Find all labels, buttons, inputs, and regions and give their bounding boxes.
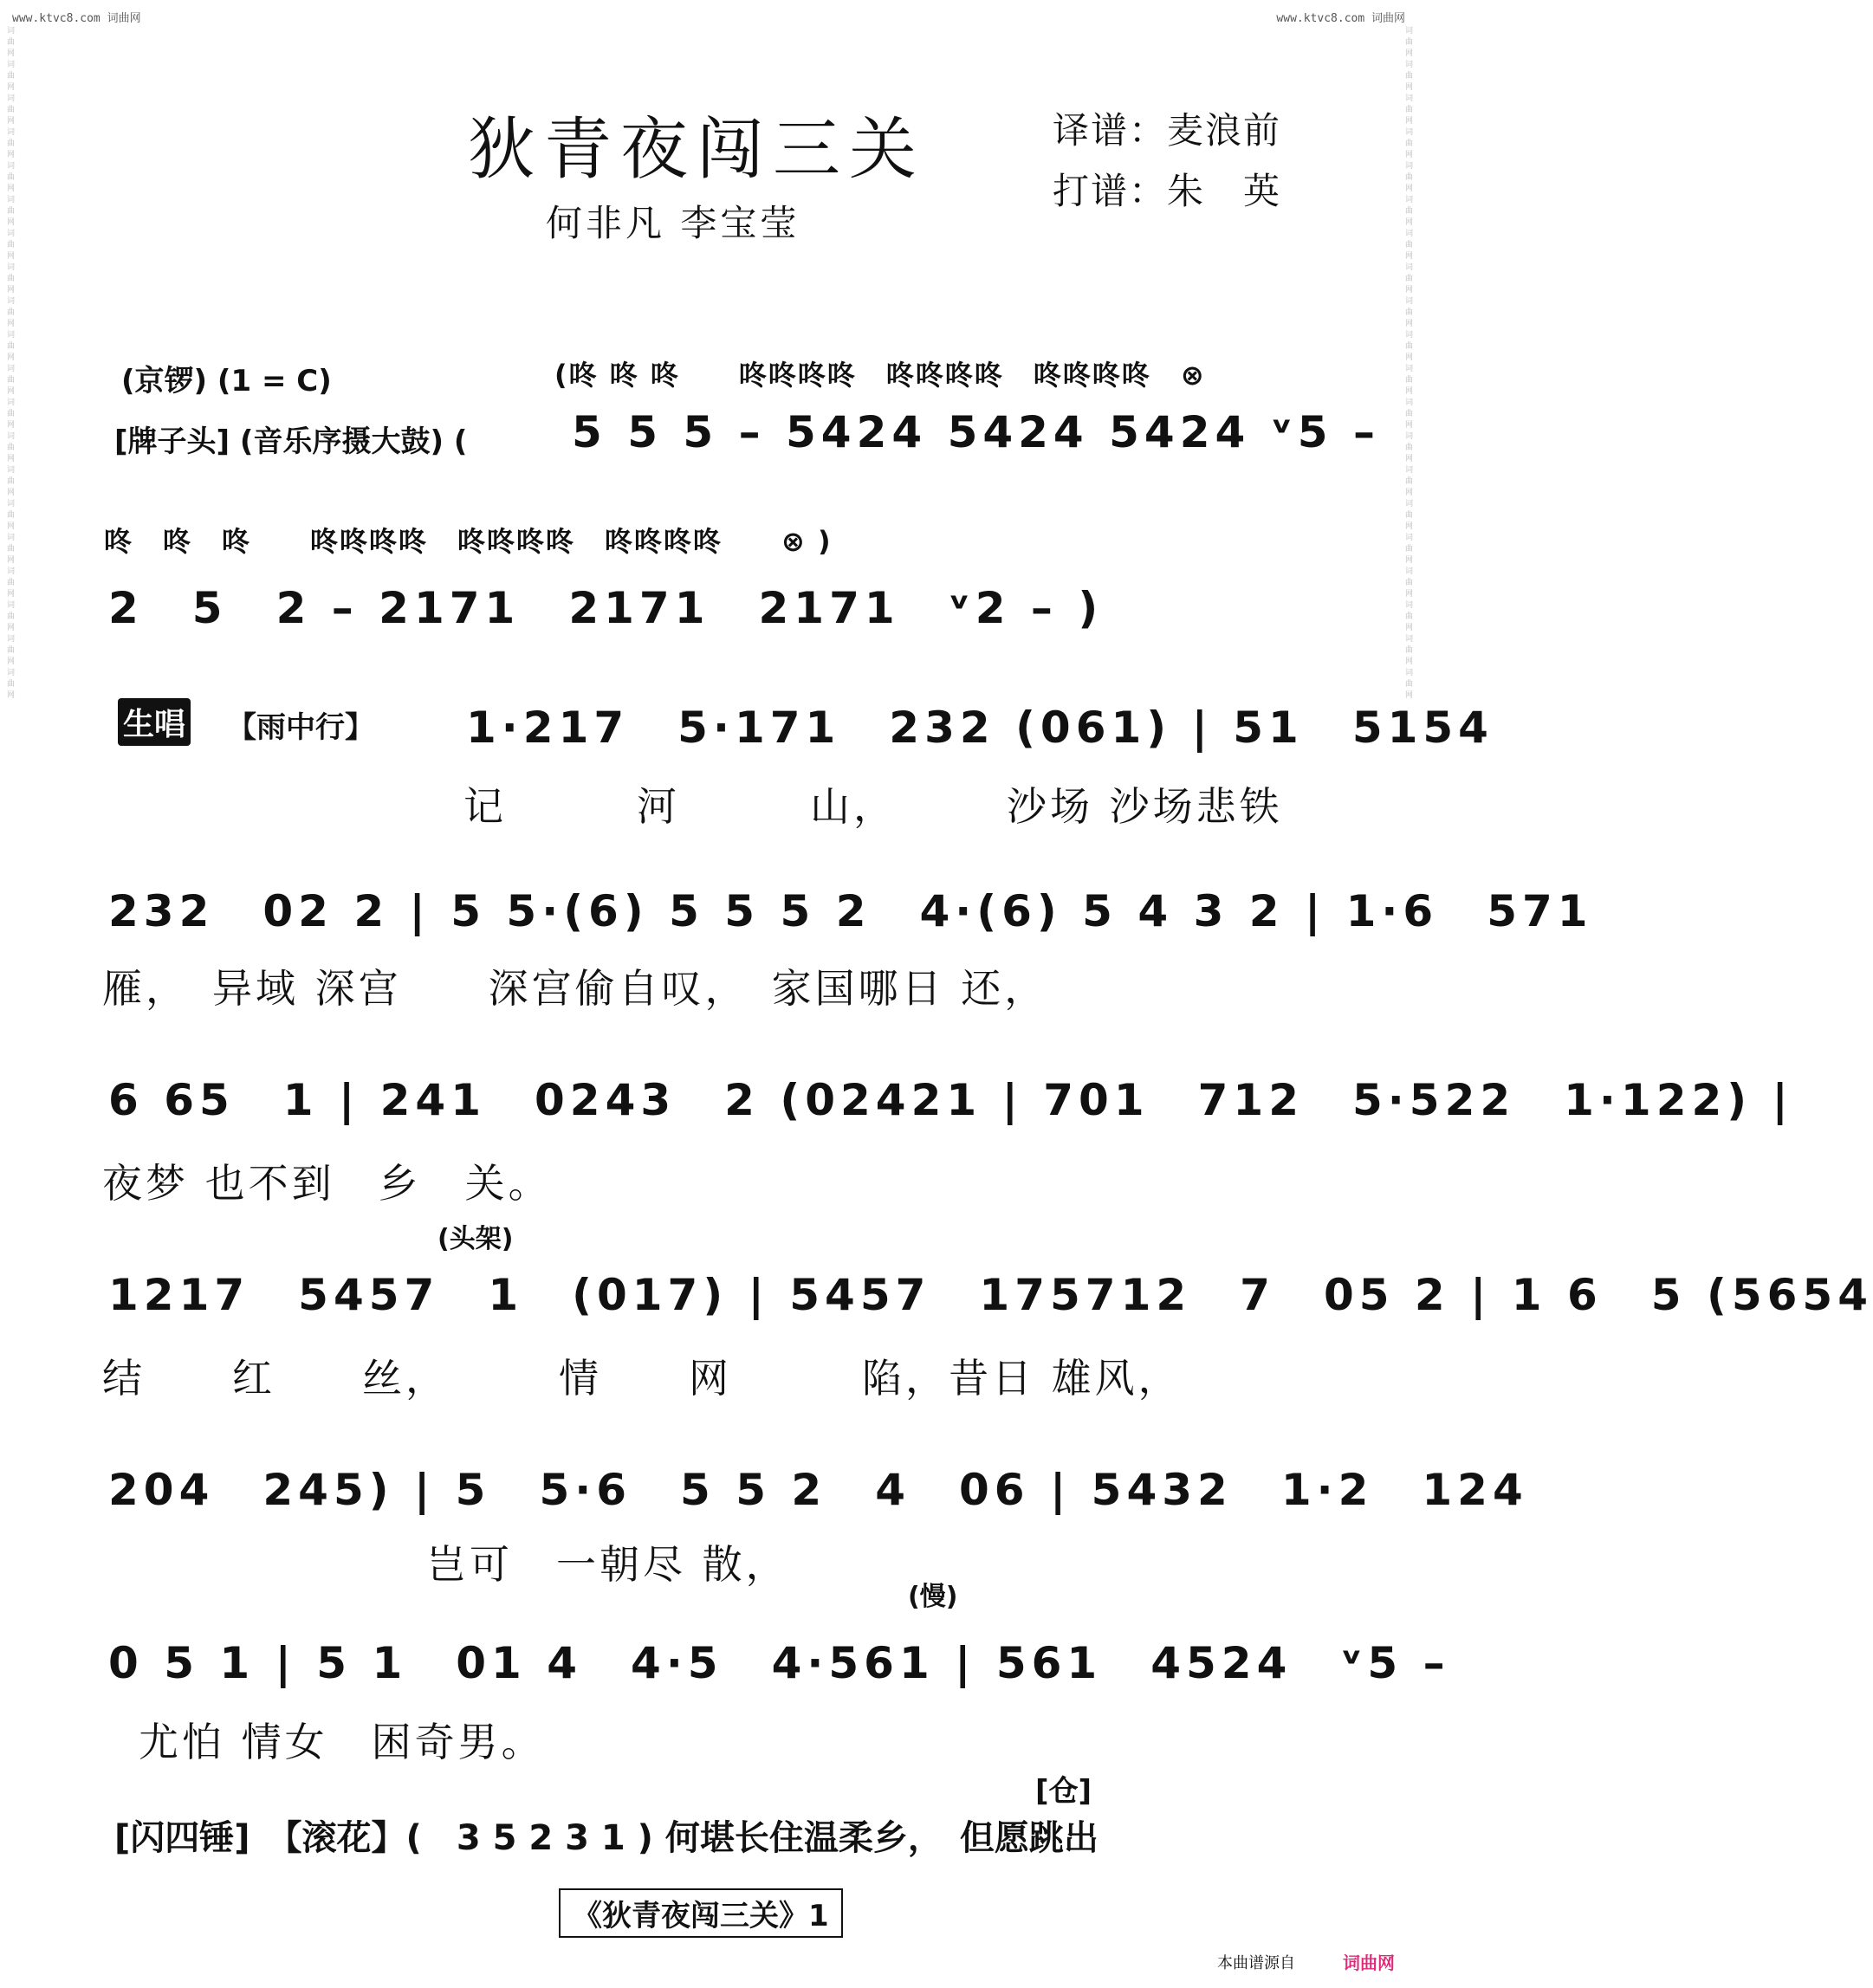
page-label: 《狄青夜闯三关》1 — [559, 1888, 843, 1938]
line3-notes: 1·217 5·171 232 (061) | 51 5154 — [466, 703, 1494, 753]
line4-notes: 232 02 2 | 5 5·(6) 5 5 5 2 4·(6) 5 4 3 2 | 1·6 571 — [108, 886, 1593, 936]
line1-notes: 5 5 5 – 5424 5424 5424 ᵛ5 – — [572, 407, 1380, 457]
line4-lyrics: 雁， 异域 深宫 深宫偷自叹， 家国哪日 还， — [102, 965, 1048, 1012]
credit-typeset: 打谱：朱 英 — [1053, 170, 1282, 212]
side-watermark-left: 词曲网词曲网词曲网词曲网词曲网词曲网词曲网词曲网词曲网词曲网词曲网词曲网词曲网词曲网词曲网词曲网词曲网词曲网词曲网词曲网 — [5, 26, 14, 702]
line8-notes: 0 5 1 | 5 1 01 4 4·5 4·561 | 561 4524 ᵛ5 – — [108, 1638, 1450, 1688]
footer-brand-link[interactable]: 词曲网 — [1343, 1952, 1395, 1973]
watermark-left: www.ktvc8.com 词曲网 — [12, 12, 141, 25]
line9-annotation: [仓] — [1035, 1774, 1092, 1809]
singers: 何非凡 李宝莹 — [546, 202, 800, 244]
tune-name: 【雨中行】 — [227, 710, 374, 745]
line8-lyrics: 尤怕 情女 困奇男。 — [139, 1719, 545, 1765]
footer-source-text: 本曲谱源自 — [1217, 1954, 1295, 1972]
line5-lyrics: 夜梦 也不到 乡 关。 — [102, 1160, 552, 1207]
line6-annotation: (头架) — [437, 1224, 514, 1254]
side-watermark-right: 词曲网词曲网词曲网词曲网词曲网词曲网词曲网词曲网词曲网词曲网词曲网词曲网词曲网词曲网词曲网词曲网词曲网词曲网词曲网词曲网 — [1403, 26, 1412, 702]
line5-notes: 6 65 1 | 241 0243 2 (02421 | 701 712 5·522 1·122) | — [108, 1075, 1793, 1125]
line3-lyrics: 记 河 山， 沙场 沙场悲铁 — [463, 783, 1283, 830]
line7-notes: 204 245) | 5 5·6 5 5 2 4 06 | 5432 1·2 124 — [108, 1465, 1528, 1515]
role-label-sheng: 生唱 — [118, 698, 191, 746]
line1-percussion: (咚 咚 咚 咚咚咚咚 咚咚咚咚 咚咚咚咚 ⊗ — [554, 359, 1206, 392]
line9-text: [闪四锤] 【滚花】( 3 5 2 3 1 ) 何堪长住温柔乡， 但愿跳出 — [114, 1818, 1099, 1858]
line2-notes: 2 5 2 – 2171 2171 2171 ᵛ2 – ) — [108, 583, 1104, 633]
line8-annotation: (慢) — [908, 1582, 958, 1612]
line6-lyrics: 结 红 丝， 情 网 陷，昔日 雄风， — [102, 1355, 1182, 1402]
line2-percussion: 咚 咚 咚 咚咚咚咚 咚咚咚咚 咚咚咚咚 ⊗ ) — [104, 525, 833, 558]
line1-label: [牌子头] (音乐序摄大鼓) ( — [114, 424, 468, 459]
credit-translate: 译谱：麦浪前 — [1053, 109, 1282, 152]
line7-lyrics: 岂可 一朝尽 散， — [426, 1541, 789, 1588]
watermark-right: www.ktvc8.com 词曲网 — [1276, 12, 1405, 25]
line1-meta: (京锣) (1 = C) — [121, 364, 332, 398]
line6-notes: 1217 5457 1 (017) | 5457 175712 7 05 2 | 1 6 5 (5654 — [108, 1270, 1873, 1320]
page-title: 狄青夜闯三关 — [468, 111, 926, 189]
